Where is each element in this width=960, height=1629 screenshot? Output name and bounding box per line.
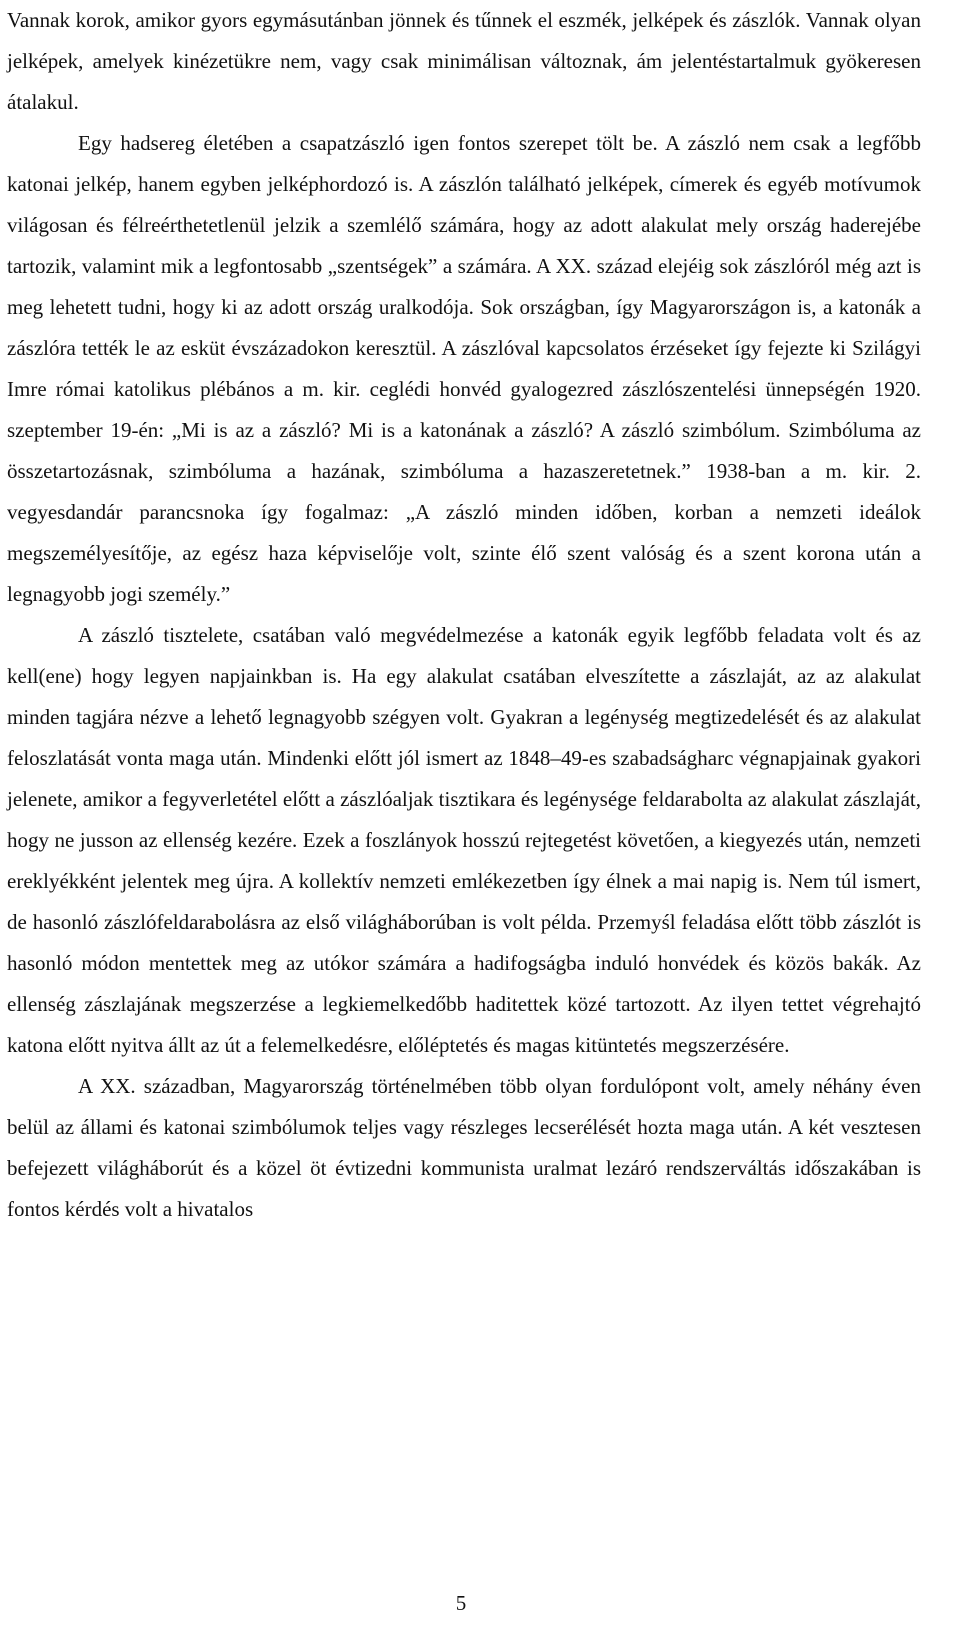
paragraph-2: Egy hadsereg életében a csapatzászló igen fontos szerepet tölt be. A zászló nem csak a legfőbb katonai jelkép, hanem egyben jelképhordozó is. A zászlón található jelképek, címerek és egyéb motívumok világosan és félreérthetetlenül jelzik a szemlélő számára, hogy az adott alakulat mely ország haderejébe tartozik, valamint mik a legfontosabb „szentségek” a számára. A XX. század elejéig sok zászlóról még azt is meg lehetett tudni, hogy ki az adott ország uralkodója. Sok országban, így Magyarországon is, a katonák a zászlóra tették le az esküt évszázadokon keresztül. A zászlóval kapcsolatos érzéseket így fejezte ki Szilágyi Imre római katolikus plébános a m. kir. ceglédi honvéd gyalogezred zászlószentelési ünnepségén 1920. szeptember 19-én: „Mi is az a zászló? Mi is a katonának a zászló? A zászló szimbólum. Szimbóluma az összetartozásnak, szimbóluma a hazának, szimbóluma a hazaszeretetnek.” 1938-ban a m. kir. 2. vegyesdandár parancsnoka így fogalmaz: „A zászló minden időben, korban a nemzeti ideálok megszemélyesítője, az egész haza képviselője volt, szinte élő szent valóság és a szent korona után a legnagyobb jogi személy.” <box>7 131 921 606</box>
page-number: 5 <box>455 1591 467 1615</box>
paragraph-3: A zászló tisztelete, csatában való megvédelmezése a katonák egyik legfőbb feladata volt és az kell(ene) hogy legyen napjainkban is. Ha egy alakulat csatában elveszítette a zászlaját, az az alakulat minden tagjára nézve a lehető legnagyobb szégyen volt. Gyakran a legénység megtizedelését és az alakulat feloszlatását vonta maga után. Mindenki előtt jól ismert az 1848–49-es szabadságharc végnapjainak gyakori jelenete, amikor a fegyverletétel előtt a zászlóaljak tisztikara és legénysége feldarabolta az alakulat zászlaját, hogy ne jusson az ellenség kezére. Ezek a foszlányok hosszú rejtegetést követően, a kiegyezés után, nemzeti ereklyékként jelentek meg újra. A kollektív nemzeti emlékezetben így élnek a mai napig is. Nem túl ismert, de hasonló zászlófeldarabolásra az első világháborúban is volt példa. Przemyśl feladása előtt több zászlót is hasonló módon mentettek meg az utókor számára a hadifogságba induló honvédek és közös bakák. Az ellenség zászlajának megszerzése a legkiemelkedőbb haditettek közé tartozott. Az ilyen tettet végrehajtó katona előtt nyitva állt az út a felemelkedésre, előléptetés és magas kitüntetés megszerzésére. <box>7 623 921 1057</box>
document-body <box>7 0 921 1230</box>
paragraph-1: Vannak korok, amikor gyors egymásutánban jönnek és tűnnek el eszmék, jelképek és zászlók. Vannak olyan jelképek, amelyek kinézetükre nem, vagy csak minimálisan változnak, ám jelentéstartalmuk gyökeresen átalakul. <box>7 8 921 114</box>
paragraph-4: A XX. században, Magyarország történelmében több olyan fordulópont volt, amely néhány éven belül az állami és katonai szimbólumok teljes vagy részleges lecserélését hozta maga után. A két vesztesen befejezett világháborút és a közel öt évtizedni kommunista uralmat lezáró rendszerváltás időszakában is fontos kérdés volt a hivatalos <box>7 1074 921 1221</box>
